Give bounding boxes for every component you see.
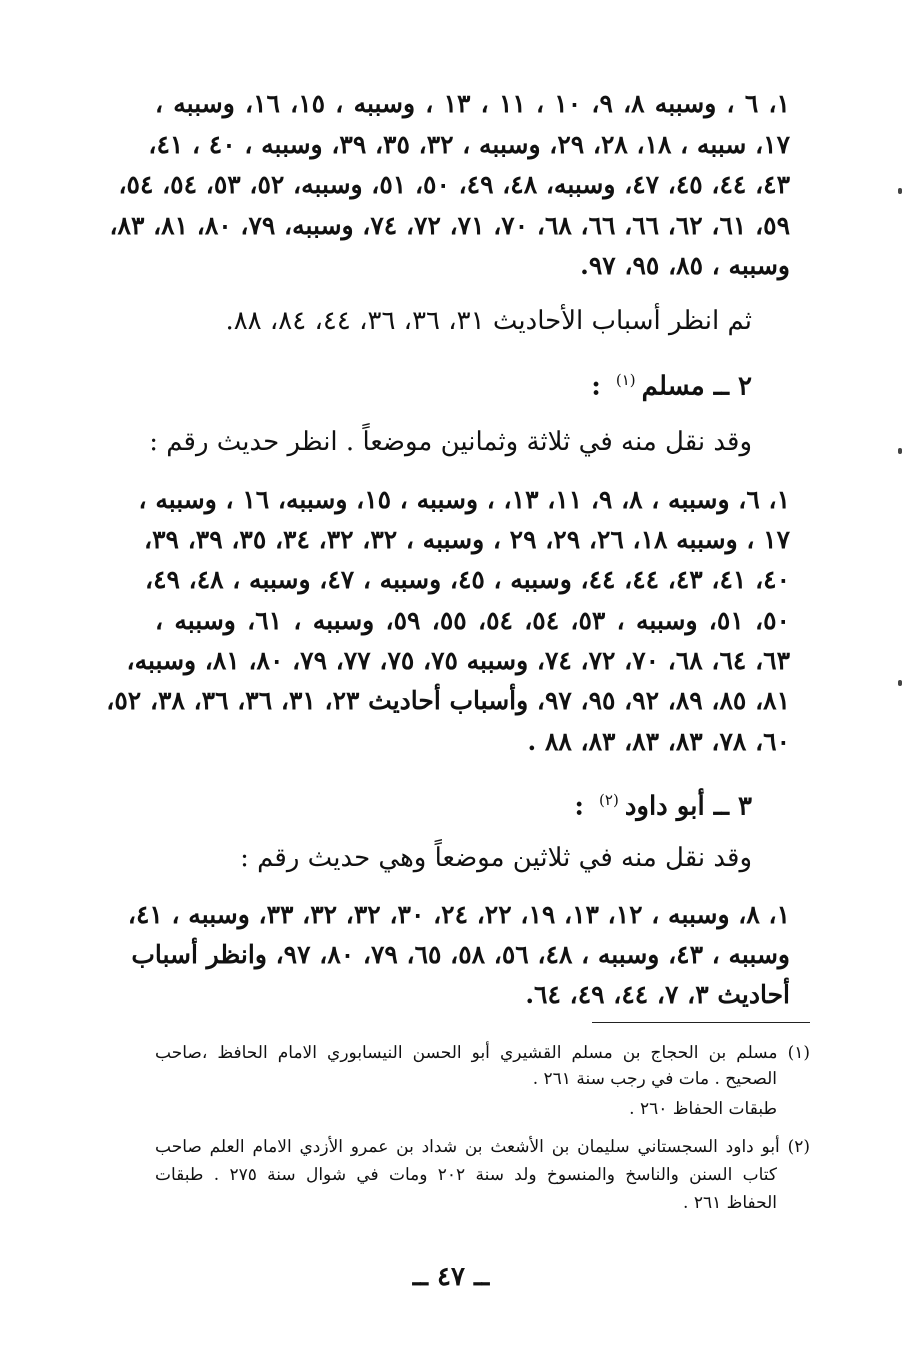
hadith-number-list-line: ١، ٨، وسببه ، ١٢، ١٣، ١٩، ٢٢، ٢٤، ٣٠، ٣٢، ٣٢، ٣٣، وسببه ، ٤١، xyxy=(127,900,790,929)
hadith-number-list-line: ١، ٦، وسببه ، ٨، ٩، ١١، ١٣، ، وسببه ، ١٥، وسببه، ١٦ ، وسببه ، xyxy=(138,485,790,514)
section-intro: وقد نقل منه في ثلاثة وثمانين موضعاً . انظر حديث رقم : xyxy=(149,427,752,457)
heading-text: ٢ ــ مسلم xyxy=(641,371,752,402)
footnote-2-line: الحفاظ ٢٦١ . xyxy=(683,1193,777,1213)
hadith-number-list-line: ٤٠، ٤١، ٤٣، ٤٤، ٤٤، وسببه ، ٤٥، وسببه ، ٤٧، وسببه ، ٤٨، ٤٩، xyxy=(144,565,790,594)
hadith-number-list-line: وسببه ، ٨٥، ٩٥، ٩٧. xyxy=(580,251,790,280)
footnote-text: أبو داود السجستاني سليمان بن الأشعث بن شداد بن عمرو الأزدي الامام العلم صاحب xyxy=(155,1137,780,1157)
hadith-number-list-line: ٦٠، ٧٨، ٨٣، ٨٣، ٨٣، ٨٨ . xyxy=(527,727,790,756)
hadith-number-list-line: ٦٣، ٦٤، ٦٨، ٧٠، ٧٢، ٧٤، وسببه ٧٥، ٧٥، ٧٧، ٧٩، ٨٠، ٨١، وسببه، xyxy=(126,646,790,675)
hadith-number-list-line: ١٧، سببه ، ١٨، ٢٨، ٢٩، وسببه ، ٣٢، ٣٥، ٣٩، وسببه ، ٤٠ ، ٤١، xyxy=(148,130,790,159)
hadith-number-list-line: أحاديث ٣، ٧، ٤٤، ٤٩، ٦٤. xyxy=(525,980,790,1009)
section-heading-abu-dawud xyxy=(574,782,752,825)
section-note: ثم انظر أسباب الأحاديث ٣١، ٣٦، ٣٦، ٤٤، ٨٤، ٨٨. xyxy=(225,306,752,336)
footnote-2-line xyxy=(155,1134,810,1160)
heading-text: ٣ ــ أبو داود xyxy=(624,791,752,822)
hadith-number-list-line: ٥٩، ٦١، ٦٢، ٦٦، ٦٦، ٦٨، ٧٠، ٧١، ٧٢، ٧٤، وسببه، ٧٩، ٨٠، ٨١، ٨٣، xyxy=(109,211,790,240)
scan-speck xyxy=(898,188,902,194)
footnote-1-line: طبقات الحفاظ ٢٦٠ . xyxy=(629,1099,777,1119)
footnote-1-line: الصحيح . مات في رجب سنة ٢٦١ . xyxy=(532,1069,777,1089)
footnote-text: مسلم بن الحجاج بن مسلم القشيري أبو الحسن النيسابوري الامام الحافظ ،صاحب xyxy=(155,1043,778,1063)
footnote-2-line: كتاب السنن والناسخ والمنسوخ ولد سنة ٢٠٢ ومات في شوال سنة ٢٧٥ . طبقات xyxy=(155,1165,778,1185)
heading-colon: : xyxy=(574,791,584,822)
footnote-marker: (٢) xyxy=(787,1137,810,1157)
hadith-number-list-line: ٨١، ٨٥، ٨٩، ٩٢، ٩٥، ٩٧، وأسباب أحاديث ٢٣، ٣١، ٣٦، ٣٦، ٣٨، ٥٢، xyxy=(106,686,790,715)
footnote-separator xyxy=(592,1022,810,1023)
section-heading-muslim xyxy=(591,362,752,405)
section-intro: وقد نقل منه في ثلاثين موضعاً وهي حديث رقم : xyxy=(240,843,752,873)
scan-speck xyxy=(898,680,902,686)
hadith-number-list-line: وسببه ، ٤٣، وسببه ، ٤٨، ٥٦، ٥٨، ٦٥، ٧٩، ٨٠، ٩٧، وانظر أسباب xyxy=(131,940,790,969)
page-number: ــ ٤٧ ــ xyxy=(412,1262,490,1292)
hadith-number-list-line: ١، ٦ ، وسببه ٨، ٩، ١٠ ، ١١ ، ١٣ ، وسببه ، ١٥، ١٦، وسببه ، xyxy=(155,89,790,118)
footnote-marker: (١) xyxy=(787,1043,810,1063)
hadith-number-list-line: ٥٠، ٥١، وسببه ، ٥٣، ٥٤، ٥٤، ٥٥، ٥٩، وسببه ، ٦١، وسببه ، xyxy=(155,606,790,635)
footnote-marker: (١) xyxy=(615,371,636,389)
footnote-marker: (٢) xyxy=(599,791,619,809)
footnote-1-line xyxy=(155,1040,810,1066)
heading-colon: : xyxy=(591,371,601,402)
hadith-number-list-line: ٤٣، ٤٤، ٤٥، ٤٧، وسببه، ٤٨، ٤٩، ٥٠، ٥١، وسببه، ٥٢، ٥٣، ٥٤، ٥٤، xyxy=(118,170,790,199)
hadith-number-list-line: ١٧ ، وسببه ١٨، ٢٦، ٢٩، ٢٩ ، وسببه ، ٣٢، ٣٢، ٣٤، ٣٥، ٣٩، ٣٩، xyxy=(144,525,790,554)
scan-speck xyxy=(898,448,902,454)
